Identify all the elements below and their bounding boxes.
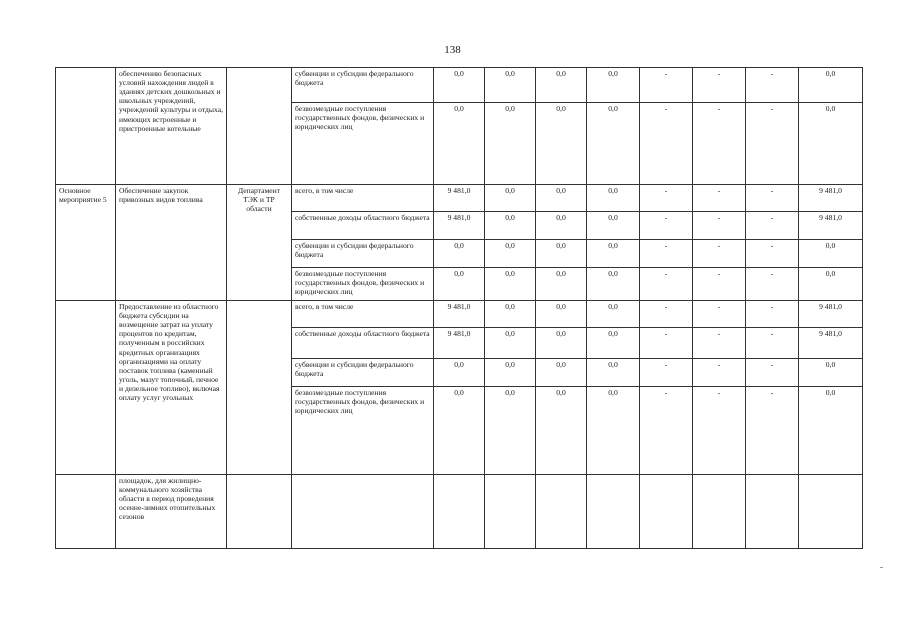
value-cell: 9 481,0	[799, 328, 863, 359]
empty-cell	[434, 475, 485, 549]
table-body	[56, 68, 863, 549]
value-cell: 0,0	[587, 268, 640, 301]
page-number: 138	[444, 44, 461, 56]
table-row	[56, 185, 863, 212]
funding-source: безвозмездные поступления государственных фондов, физических и юридических лиц	[292, 387, 434, 475]
value-cell: 0,0	[434, 240, 485, 268]
scan-mark	[880, 567, 883, 568]
value-cell: 0,0	[536, 185, 587, 212]
table-row	[56, 475, 863, 549]
description-cell: Обеспечение закупок привозных видов топлива	[116, 185, 227, 301]
value-cell: 0,0	[799, 103, 863, 185]
value-cell: -	[693, 185, 746, 212]
value-cell: 0,0	[536, 103, 587, 185]
value-cell: 0,0	[536, 359, 587, 387]
value-cell: -	[693, 103, 746, 185]
value-cell: 0,0	[485, 212, 536, 240]
value-cell: -	[693, 301, 746, 328]
empty-cell	[587, 475, 640, 549]
funding-source: безвозмездные поступления государственных фондов, физических и юридических лиц	[292, 103, 434, 185]
value-cell: 0,0	[485, 359, 536, 387]
value-cell: 0,0	[485, 103, 536, 185]
value-cell: 9 481,0	[434, 212, 485, 240]
empty-cell	[746, 475, 799, 549]
value-cell: 0,0	[799, 68, 863, 103]
funding-source: всего, в том числе	[292, 185, 434, 212]
value-cell: 0,0	[434, 68, 485, 103]
value-cell: 0,0	[536, 301, 587, 328]
funding-source: субвенции и субсидии федерального бюджета	[292, 240, 434, 268]
description-cell: площадок, для жилищно-коммунального хозяйства области в период проведения осенне-зимних отопительных сезонов	[116, 475, 227, 549]
value-cell: -	[693, 240, 746, 268]
value-cell: 0,0	[485, 301, 536, 328]
value-cell: -	[746, 103, 799, 185]
department-cell	[227, 301, 292, 475]
funding-source: субвенции и субсидии федерального бюджета	[292, 68, 434, 103]
table-row	[56, 301, 863, 328]
value-cell: 9 481,0	[799, 301, 863, 328]
value-cell: 0,0	[434, 359, 485, 387]
value-cell: 9 481,0	[799, 212, 863, 240]
value-cell: -	[640, 268, 693, 301]
value-cell: -	[640, 301, 693, 328]
value-cell: -	[640, 387, 693, 475]
value-cell: 9 481,0	[434, 185, 485, 212]
value-cell: -	[640, 185, 693, 212]
value-cell: -	[746, 185, 799, 212]
value-cell: 0,0	[485, 328, 536, 359]
funding-source: собственные доходы областного бюджета	[292, 212, 434, 240]
value-cell: 0,0	[587, 387, 640, 475]
measure-cell	[56, 68, 116, 185]
value-cell: -	[640, 68, 693, 103]
empty-cell	[693, 475, 746, 549]
value-cell: 0,0	[536, 268, 587, 301]
value-cell: 0,0	[799, 387, 863, 475]
value-cell: 0,0	[799, 268, 863, 301]
measure-cell	[56, 301, 116, 475]
funding-source: безвозмездные поступления государственных фондов, физических и юридических лиц	[292, 268, 434, 301]
value-cell: -	[640, 103, 693, 185]
value-cell: -	[693, 212, 746, 240]
funding-source: собственные доходы областного бюджета	[292, 328, 434, 359]
value-cell: -	[746, 268, 799, 301]
measure-cell	[56, 475, 116, 549]
value-cell: 0,0	[587, 212, 640, 240]
value-cell: 0,0	[587, 103, 640, 185]
value-cell: 0,0	[536, 68, 587, 103]
description-cell: Предоставление из областного бюджета субсидии на возмещение затрат на уплату процентов по кредитам, полученным в российских кредитных организациях организациями на оплату поставок топлива (каменный уголь, мазут топочный, печное и дизельное топливо), включая оплату услуг угольных	[116, 301, 227, 475]
value-cell: -	[746, 240, 799, 268]
value-cell: 0,0	[485, 68, 536, 103]
department-cell	[227, 475, 292, 549]
value-cell: -	[640, 328, 693, 359]
value-cell: -	[746, 359, 799, 387]
value-cell: -	[746, 387, 799, 475]
value-cell: -	[693, 387, 746, 475]
value-cell: 0,0	[485, 268, 536, 301]
empty-cell	[799, 475, 863, 549]
value-cell: 0,0	[799, 359, 863, 387]
value-cell: -	[746, 301, 799, 328]
value-cell: 0,0	[587, 301, 640, 328]
value-cell: 0,0	[536, 387, 587, 475]
value-cell: 0,0	[587, 359, 640, 387]
value-cell: 9 481,0	[434, 301, 485, 328]
funding-source: всего, в том числе	[292, 301, 434, 328]
value-cell: 9 481,0	[434, 328, 485, 359]
value-cell: -	[693, 328, 746, 359]
value-cell: -	[640, 212, 693, 240]
value-cell: -	[640, 359, 693, 387]
funding-source: субвенции и субсидии федерального бюджета	[292, 359, 434, 387]
department-cell	[227, 68, 292, 185]
value-cell: 0,0	[434, 387, 485, 475]
value-cell: -	[746, 68, 799, 103]
table-row	[56, 68, 863, 103]
value-cell: 0,0	[587, 328, 640, 359]
value-cell: 9 481,0	[799, 185, 863, 212]
empty-cell	[292, 475, 434, 549]
value-cell: 0,0	[587, 68, 640, 103]
value-cell: 0,0	[434, 103, 485, 185]
value-cell: 0,0	[587, 185, 640, 212]
description-cell: обеспечению безопасных условий нахождения людей в зданиях детских дошкольных и школьных учреждений, учреждений культуры и отдыха, имеющих встроенные и пристроенные котельные	[116, 68, 227, 185]
empty-cell	[536, 475, 587, 549]
budget-table	[55, 67, 863, 549]
value-cell: 0,0	[536, 328, 587, 359]
value-cell: 0,0	[434, 268, 485, 301]
value-cell: 0,0	[485, 240, 536, 268]
value-cell: -	[693, 268, 746, 301]
value-cell: 0,0	[799, 240, 863, 268]
value-cell: 0,0	[536, 212, 587, 240]
value-cell: 0,0	[485, 387, 536, 475]
value-cell: 0,0	[587, 240, 640, 268]
empty-cell	[640, 475, 693, 549]
value-cell: 0,0	[536, 240, 587, 268]
value-cell: -	[640, 240, 693, 268]
value-cell: -	[746, 328, 799, 359]
department-cell: Департамент ТЭК и ТР области	[227, 185, 292, 301]
measure-cell: Основное мероприятие 5	[56, 185, 116, 301]
value-cell: -	[746, 212, 799, 240]
empty-cell	[485, 475, 536, 549]
value-cell: 0,0	[485, 185, 536, 212]
value-cell: -	[693, 359, 746, 387]
value-cell: -	[693, 68, 746, 103]
